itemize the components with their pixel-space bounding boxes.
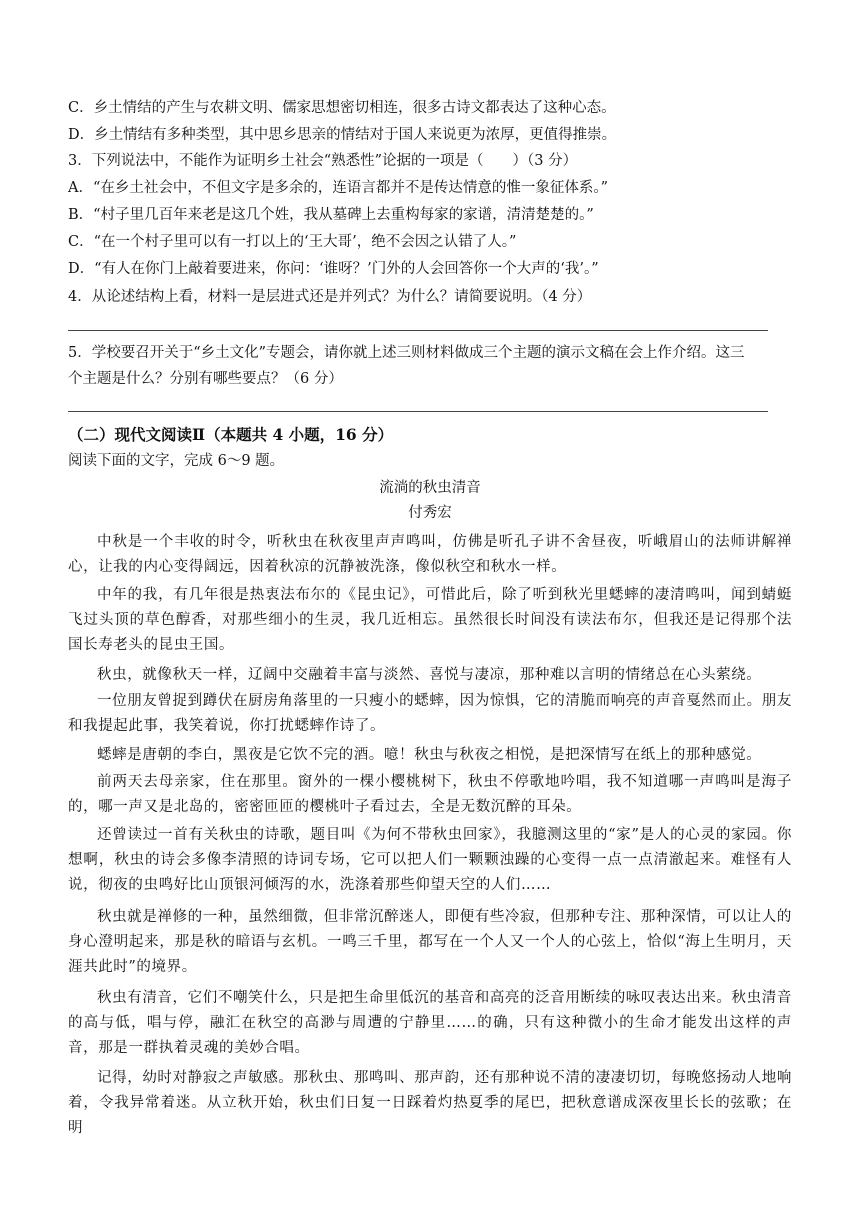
question-3-option-d: D．“有人在你门上敲着要进来，你问：‘谁呀？’门外的人会回答你一个大声的‘我’。” [68, 261, 599, 277]
article-paragraph: 前两天去母亲家，住在那里。窗外的一棵小樱桃树下，秋虫不停歌地吟唱，我不知道哪一声鸣叫是海子的，哪一声又是北岛的，密密匝匝的樱桃叶子看过去，全是无数沉醉的耳朵。 [68, 774, 792, 815]
article-paragraph: 秋虫，就像秋天一样，辽阔中交融着丰富与淡然、喜悦与凄凉，那种难以言明的情绪总在心头萦绕。 [97, 667, 762, 683]
article-paragraph: 还曾读过一首有关秋虫的诗歌，题目叫《为何不带秋虫回家》，我臆测这里的“家”是人的心灵的家园。你想啊，秋虫的诗会多像李清照的诗词专场，它可以把人们一颗颗浊躁的心变得一点一点清澈起来。难怪有人说，彻夜的虫鸣好比山顶银河倾泻的水，洗涤着那些仰望天空的人们…… [68, 827, 792, 893]
answer-line-q4[interactable] [68, 330, 768, 331]
article-paragraph: 记得，幼时对静寂之声敏感。那秋虫、那鸣叫、那声韵，还有那种说不清的凄凄切切，每晚悠扬动人地响着，令我异常着迷。从立秋开始，秋虫们日复一日踩着灼热夏季的尾巴，把秋意谱成深夜里长长的弦歌；在明 [68, 1070, 792, 1136]
question-5-line2: 个主题是什么？分别有哪些要点？（6 分） [68, 371, 343, 387]
article-paragraph: 秋虫就是禅修的一种，虽然细微，但非常沉醉迷人，即便有些冷寂，但那种专注、那种深情，可以让人的身心澄明起来，那是秋的暗语与玄机。一鸣三千里，都写在一个人又一个人的心弦上，恰似“海上生明月，天涯共此时”的境界。 [68, 909, 792, 975]
option-c-q2: C．乡土情结的产生与农耕文明、儒家思想密切相连，很多古诗文都表达了这种心态。 [68, 100, 616, 116]
question-4: 4．从论述结构上看，材料一是层进式还是并列式？为什么？请简要说明。（4 分） [68, 289, 592, 305]
article-paragraph: 中年的我，有几年很是热衷法布尔的《昆虫记》，可惜此后，除了听到秋光里蟋蟀的凄清鸣叫，闻到蜻蜓飞过头顶的草色醇香，对那些细小的生灵，我几近相忘。虽然很长时间没有读法布尔，但我还是记得那个法国长寿老头的昆虫王国。 [68, 587, 792, 653]
reading-instruction: 阅读下面的文字，完成 6～9 题。 [68, 453, 285, 469]
question-3-option-c: C．“在一个村子里可以有一打以上的‘王大哥’，绝不会因之认错了人。” [68, 234, 517, 250]
question-3-option-b: B．“村子里几百年来老是这几个姓，我从墓碑上去重构每家的家谱，清清楚楚的。” [68, 207, 594, 223]
question-5-line1: 5．学校要召开关于“乡土文化”专题会，请你就上述三则材料做成三个主题的演示文稿在会上作介绍。这三 [68, 345, 745, 361]
article-paragraph: 一位朋友曾捉到蹲伏在厨房角落里的一只瘦小的蟋蟀，因为惊惧，它的清脆而响亮的声音戛然而止。朋友和我提起此事，我笑着说，你打扰蟋蟀作诗了。 [68, 693, 792, 734]
option-d-q2: D．乡土情结有多种类型，其中思乡思亲的情结对于国人来说更为浓厚，更值得推崇。 [68, 127, 617, 143]
article-paragraph: 中秋是一个丰收的时令，听秋虫在秋夜里声声鸣叫，仿佛是听孔子讲不舍昼夜，听峨眉山的法师讲解禅心，让我的内心变得阔远，因着秋凉的沉静被洗涤，像似秋空和秋水一样。 [68, 534, 792, 575]
article-author: 付秀宏 [408, 505, 452, 521]
section-heading: （二）现代文阅读Ⅱ（本题共 4 小题，16 分） [68, 425, 394, 444]
article-title: 流淌的秋虫清音 [379, 480, 481, 496]
question-3-stem: 3．下列说法中，不能作为证明乡土社会“熟悉性”论据的一项是（ ）（3 分） [68, 153, 578, 169]
article-paragraph: 秋虫有清音，它们不嘲笑什么，只是把生命里低沉的基音和高亮的泛音用断续的咏叹表达出来。秋虫清音的高与低，唱与停，融汇在秋空的高渺与周遭的宁静里……的确，只有这种微小的生命才能发出这样的声音，那是一群执着灵魂的美妙合唱。 [68, 990, 792, 1056]
answer-line-q5[interactable] [68, 411, 768, 412]
question-3-option-a: A．“在乡土社会中，不但文字是多余的，连语言都并不是传达情意的惟一象征体系。” [68, 180, 609, 196]
article-paragraph: 蟋蟀是唐朝的李白，黑夜是它饮不完的酒。噫！秋虫与秋夜之相悦，是把深情写在纸上的那种感觉。 [97, 747, 762, 763]
